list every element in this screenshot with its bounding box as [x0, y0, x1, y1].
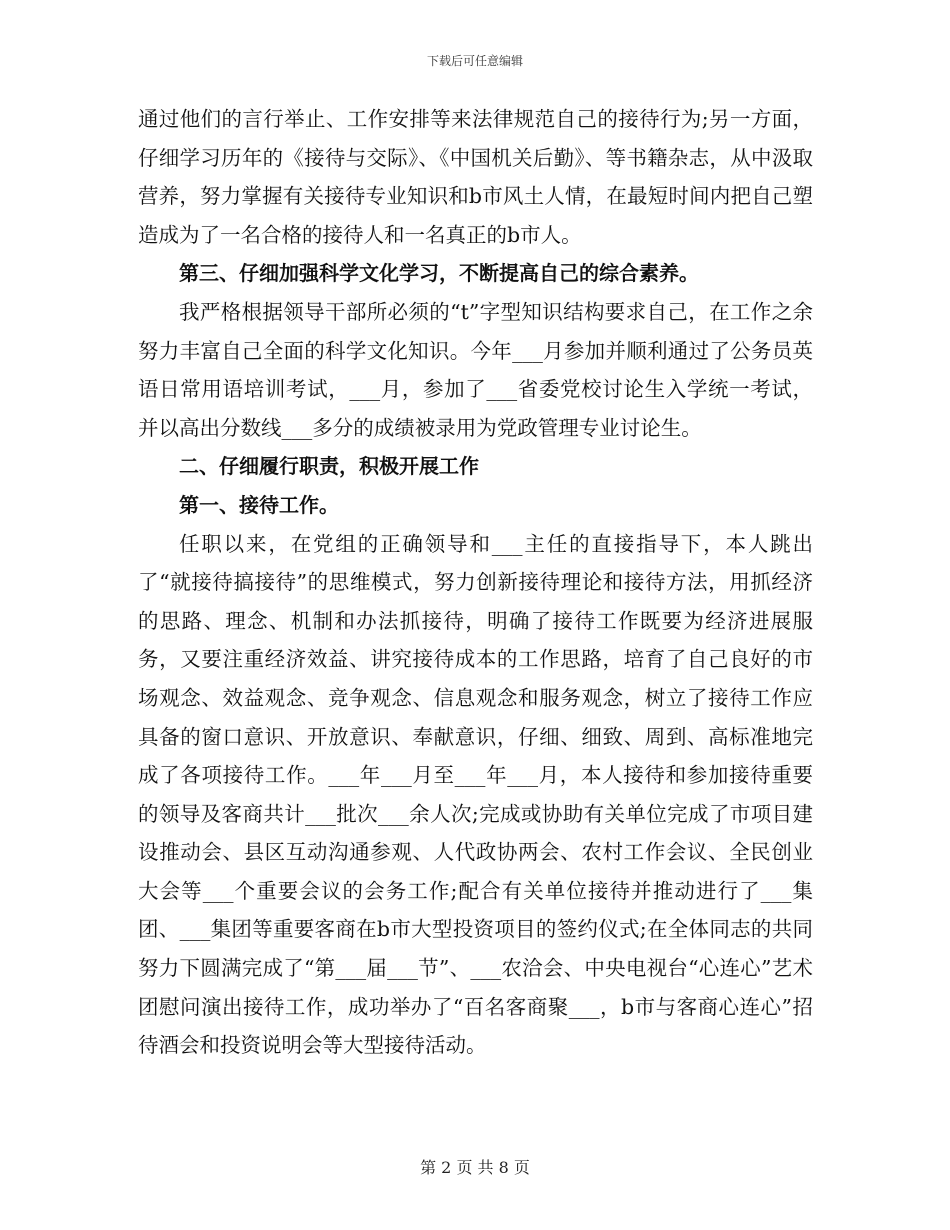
- document-body: [138, 100, 813, 1065]
- section-heading-2: 二、仔细履行职责，积极开展工作: [179, 454, 479, 479]
- page-header: 下载后可任意编辑: [426, 54, 523, 68]
- paragraph-3: 任职以来，在党组的正确领导和___主任的直接指导下，本人跳出了“就接待搞接待”的思维模式，努力创新接待理论和接待方法，用抓经济的思路、理念、机制和办法抓接待，明确了接待工作既要为经济进展服务，又要注重经济效益、讲究接待成本的工作思路，培育了自己良好的市场观念、效益观念、竞争观念、信息观念和服务观念，树立了接待工作应具备的窗口意识、开放意识、奉献意识，仔细、细致、周到、高标准地完成了各项接待工作。___年___月至___年___月，本人接待和参加接待重要的领导及客商共计___批次___余人次;完成或协助有关单位完成了市项目建设推动会、县区互动沟通参观、人代政协两会、农村工作会议、全民创业大会等___个重要会议的会务工作;配合有关单位接待并推动进行了___集团、___集团等重要客商在b市大型投资项目的签约仪式;在全体同志的共同努力下圆满完成了“第___届___节”、___农洽会、中央电视台“心连心”艺术团慰问演出接待工作，成功举办了“百名客商聚___，b市与客商心连心”招待酒会和投资说明会等大型接待活动。: [138, 531, 813, 1058]
- paragraph-2: 我严格根据领导干部所必须的“t”字型知识结构要求自己，在工作之余努力丰富自己全面的科学文化知识。今年___月参加并顺利通过了公务员英语日常用语培训考试，___月，参加了___省委党校讨论生入学统一考试，并以高出分数线___多分的成绩被录用为党政管理专业讨论生。: [138, 299, 813, 440]
- page-number: 第 2 页 共 8 页: [420, 1158, 530, 1177]
- section-heading-3: 第三、仔细加强科学文化学习，不断提高自己的综合素养。: [179, 261, 699, 286]
- paragraph-1: 通过他们的言行举止、工作安排等来法律规范自己的接待行为;另一方面，仔细学习历年的《接待与交际》、《中国机关后勤》、等书籍杂志，从中汲取营养，努力掌握有关接待专业知识和b市风土人情，在最短时间内把自己塑造成为了一名合格的接待人和一名真正的b市人。: [138, 107, 813, 247]
- subsection-heading-1: 第一、接待工作。: [179, 492, 339, 517]
